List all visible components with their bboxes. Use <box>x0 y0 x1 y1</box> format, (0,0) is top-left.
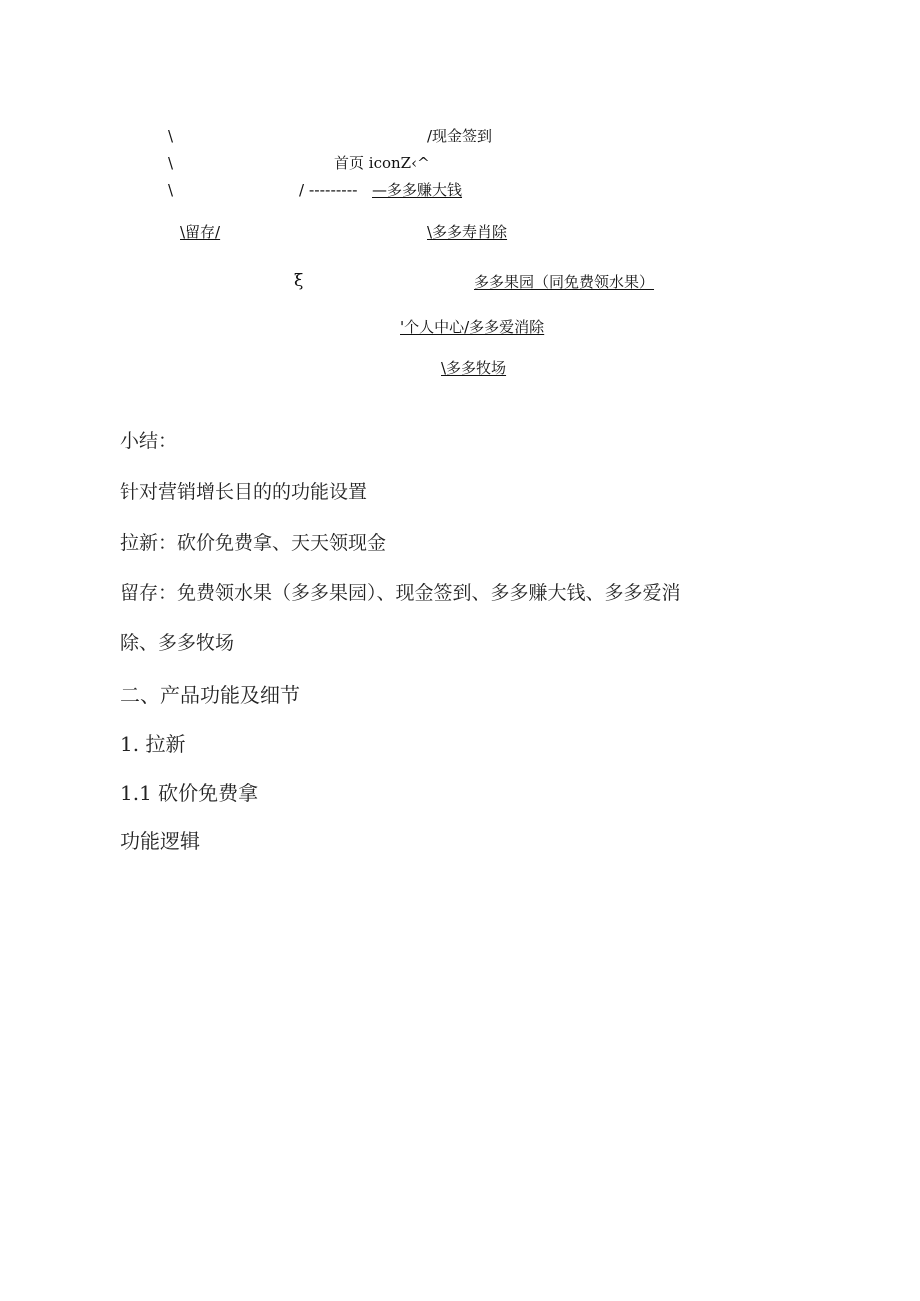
paragraph-label: 功能逻辑 <box>120 829 200 853</box>
summary-retention-line2: 除、多多牧场 <box>120 632 235 654</box>
diagram-node-orchard: 多多果园（同免费领水果） <box>474 273 655 291</box>
diagram-node-elimination-game: \多多寿肖除 <box>427 223 508 241</box>
diagram-node-ranch: \多多牧场 <box>441 359 507 377</box>
diagram-branch-mark: \ <box>168 127 174 145</box>
feature-diagram <box>0 0 920 400</box>
diagram-node-cash-checkin: /现金签到 <box>427 127 493 145</box>
diagram-node-homepage-icon: 首页 iconZ‹^ <box>334 154 430 172</box>
subsection-heading: 1. 拉新 <box>120 732 186 756</box>
summary-retention-line1: 留存：免费领水果（多多果园）、现金签到、多多赚大钱、多多爱消 <box>120 582 681 604</box>
summary-intro: 针对营销增长目的的功能设置 <box>120 481 368 503</box>
diagram-symbol-xi: ξ <box>294 271 304 291</box>
diagram-node-retention: \留存/ <box>180 223 221 241</box>
diagram-branch-mark: \ <box>168 154 174 172</box>
subsubsection-heading: 1.1 砍价免费拿 <box>120 781 259 805</box>
diagram-node-personal-center: '个人中心/多多爱消除 <box>400 318 545 336</box>
diagram-node-earn-money: —多多赚大钱 <box>372 181 463 199</box>
summary-acquisition: 拉新：砍价免费拿、天天领现金 <box>120 532 387 554</box>
diagram-branch-mark: \ <box>168 181 174 199</box>
diagram-connector-dashes: / --------- <box>299 181 358 199</box>
section-heading: 二、产品功能及细节 <box>120 683 300 707</box>
summary-title: 小结： <box>120 430 178 452</box>
